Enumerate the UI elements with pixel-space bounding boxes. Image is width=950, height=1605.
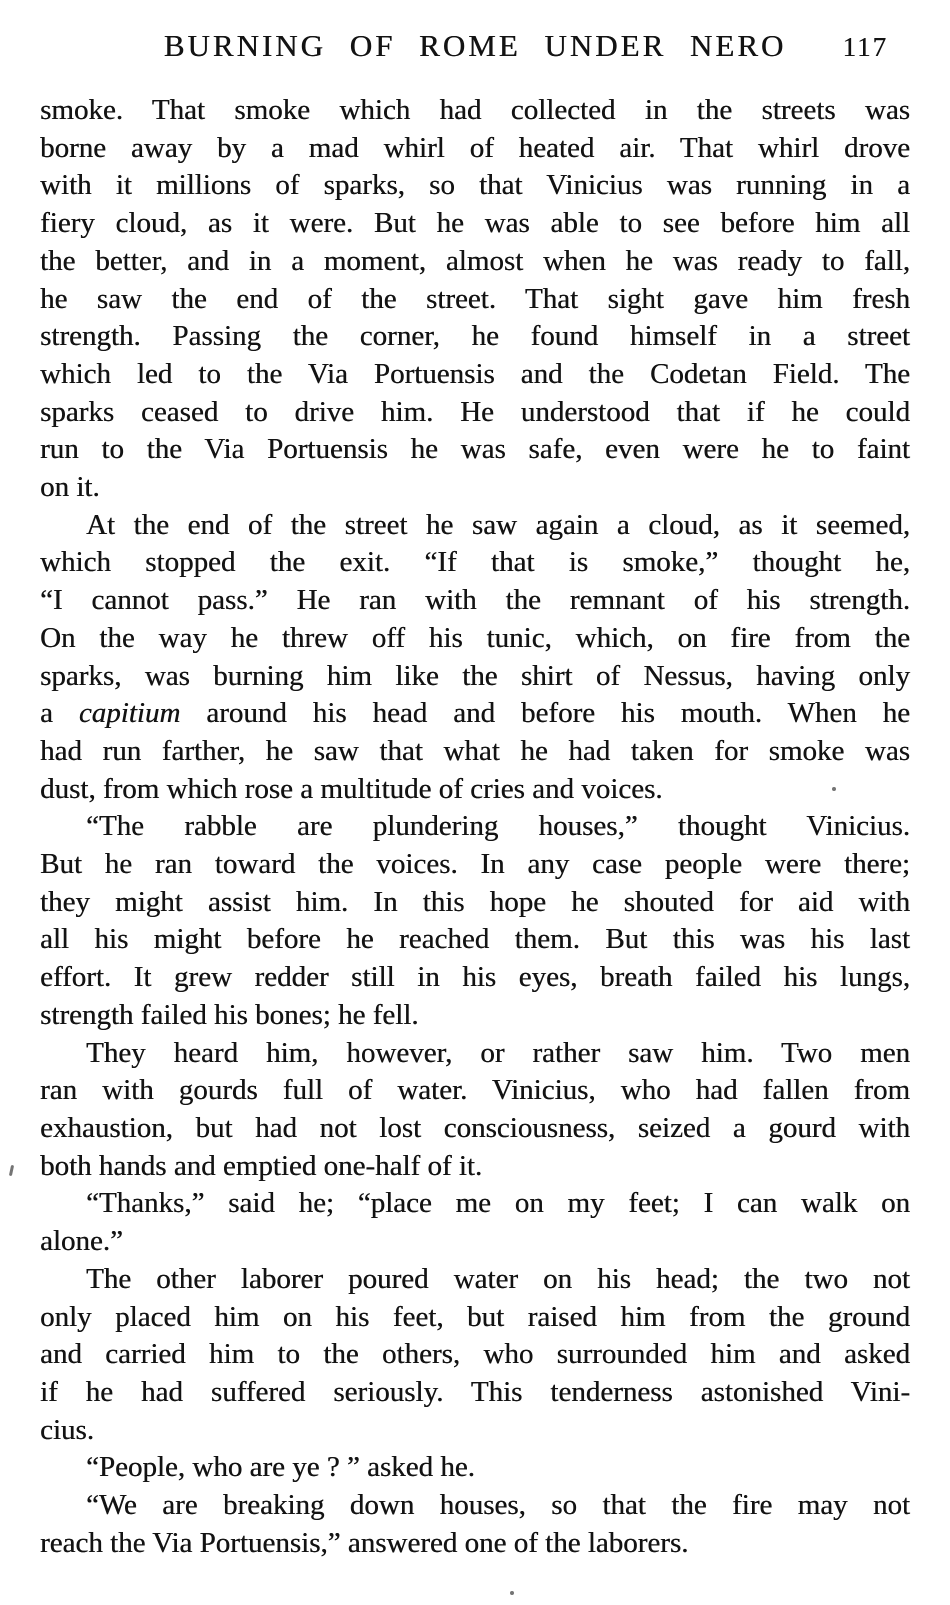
text-segment: “Thanks,” said he; “place me on my feet; I can walk on xyxy=(86,1187,910,1220)
text-segment: “The rabble are plundering houses,” thought Vinicius. xyxy=(86,810,910,843)
text-line xyxy=(40,1487,910,1525)
paragraph xyxy=(40,1487,910,1562)
text-segment: he saw the end of the street. That sight gave him fresh xyxy=(40,282,910,315)
paragraph xyxy=(40,1185,910,1260)
text-segment: fiery cloud, as it were. But he was able to see before him all xyxy=(40,207,910,240)
text-segment: the better, and in a moment, almost when he was ready to fall, xyxy=(40,244,910,277)
text-line xyxy=(40,620,910,658)
text-segment: They heard him, however, or rather saw him. Two men xyxy=(86,1036,910,1069)
text-line xyxy=(40,469,910,507)
text-line xyxy=(40,695,910,733)
text-line xyxy=(40,1374,910,1412)
text-segment: strength failed his bones; he fell. xyxy=(40,998,419,1031)
text-segment: The other laborer poured water on his head; the two not xyxy=(86,1262,910,1295)
text-line xyxy=(40,130,910,168)
text-segment: “People, who are ye ? ” asked he. xyxy=(86,1451,475,1484)
text-segment: But he ran toward the voices. In any case people were there; xyxy=(40,848,910,881)
text-segment: if he had suffered seriously. This tenderness astonished Vini- xyxy=(40,1375,910,1408)
page-header xyxy=(40,28,910,72)
text-segment: which led to the Via Portuensis and the Codetan Field. The xyxy=(40,357,910,390)
text-segment: effort. It grew redder still in his eyes, breath failed his lungs, xyxy=(40,961,910,994)
text-line xyxy=(40,1072,910,1110)
text-line xyxy=(40,997,910,1035)
paragraph xyxy=(40,1261,910,1450)
text-segment: “We are breaking down houses, so that the fire may not xyxy=(86,1489,910,1522)
text-line xyxy=(40,281,910,319)
text-line xyxy=(40,1412,910,1450)
text-segment: run to the Via Portuensis he was safe, even were he to faint xyxy=(40,433,910,466)
text-line xyxy=(40,771,910,809)
text-segment: and carried him to the others, who surrounded him and asked xyxy=(40,1338,910,1371)
text-segment: sparks ceased to drive him. He understood that if he could xyxy=(40,395,910,428)
text-line xyxy=(40,205,910,243)
text-segment: dust, from which rose a multitude of cries and voices. xyxy=(40,772,663,805)
text-line xyxy=(40,92,910,130)
text-line xyxy=(40,167,910,205)
paragraph xyxy=(40,1035,910,1186)
text-line xyxy=(40,394,910,432)
page-number: 117 xyxy=(842,32,888,62)
text-line xyxy=(40,582,910,620)
text-segment: At the end of the street he saw again a cloud, as it seemed, xyxy=(86,508,910,541)
text-line xyxy=(40,1110,910,1148)
text-line xyxy=(40,1261,910,1299)
text-line xyxy=(40,243,910,281)
scan-artifact xyxy=(832,787,836,791)
italic-term: capitium xyxy=(78,697,181,730)
text-line xyxy=(40,507,910,545)
text-line xyxy=(40,959,910,997)
text-line xyxy=(40,544,910,582)
text-segment: on it. xyxy=(40,471,100,504)
text-segment: exhaustion, but had not lost consciousness, seized a gourd with xyxy=(40,1111,910,1144)
text-line xyxy=(40,356,910,394)
text-segment: borne away by a mad whirl of heated air. That whirl drove xyxy=(40,131,910,164)
text-line xyxy=(40,1449,910,1487)
text-segment: cius. xyxy=(40,1413,94,1446)
text-segment: alone.” xyxy=(40,1225,123,1258)
text-segment: ran with gourds full of water. Vinicius, who had fallen from xyxy=(40,1074,910,1107)
text-line xyxy=(40,431,910,469)
text-segment: smoke. That smoke which had collected in the streets was xyxy=(40,94,910,126)
text-segment: they might assist him. In this hope he shouted for aid with xyxy=(40,885,910,918)
paragraph xyxy=(40,507,910,809)
text-segment: On the way he threw off his tunic, which, on fire from the xyxy=(40,621,910,654)
text-line xyxy=(40,1185,910,1223)
text-segment: strength. Passing the corner, he found himself in a street xyxy=(40,320,910,353)
paragraph xyxy=(40,1449,910,1487)
text-line xyxy=(40,318,910,356)
page-body xyxy=(40,92,910,1562)
text-segment: “I cannot pass.” He ran with the remnant of his strength. xyxy=(40,584,910,617)
text-line xyxy=(40,1336,910,1374)
paragraph xyxy=(40,808,910,1034)
text-segment: had run farther, he saw that what he had taken for smoke was xyxy=(40,734,910,767)
text-line xyxy=(40,1299,910,1337)
text-line xyxy=(40,808,910,846)
running-title: BURNING OF ROME UNDER NERO xyxy=(163,28,787,63)
text-segment: both hands and emptied one-half of it. xyxy=(40,1149,483,1182)
text-line xyxy=(40,921,910,959)
text-line xyxy=(40,1223,910,1261)
text-segment: reach the Via Portuensis,” answered one of the laborers. xyxy=(40,1526,689,1559)
text-segment: sparks, was burning him like the shirt of Nessus, having only xyxy=(40,659,910,692)
scan-artifact xyxy=(510,1591,514,1595)
text-line xyxy=(40,1035,910,1073)
text-segment: all his might before he reached them. But this was his last xyxy=(40,923,910,956)
text-line xyxy=(40,733,910,771)
scan-artifact xyxy=(9,1165,14,1176)
text-line xyxy=(40,1525,910,1563)
text-line xyxy=(40,846,910,884)
text-segment: only placed him on his feet, but raised him from the ground xyxy=(40,1300,910,1333)
text-line xyxy=(40,658,910,696)
text-segment: which stopped the exit. “If that is smoke,” thought he, xyxy=(40,546,910,579)
text-segment: with it millions of sparks, so that Vinicius was running in a xyxy=(40,169,910,202)
paragraph xyxy=(40,92,910,507)
text-segment: a xyxy=(40,697,79,730)
text-line xyxy=(40,1148,910,1186)
text-line xyxy=(40,884,910,922)
text-segment: around his head and before his mouth. When he xyxy=(180,697,911,730)
